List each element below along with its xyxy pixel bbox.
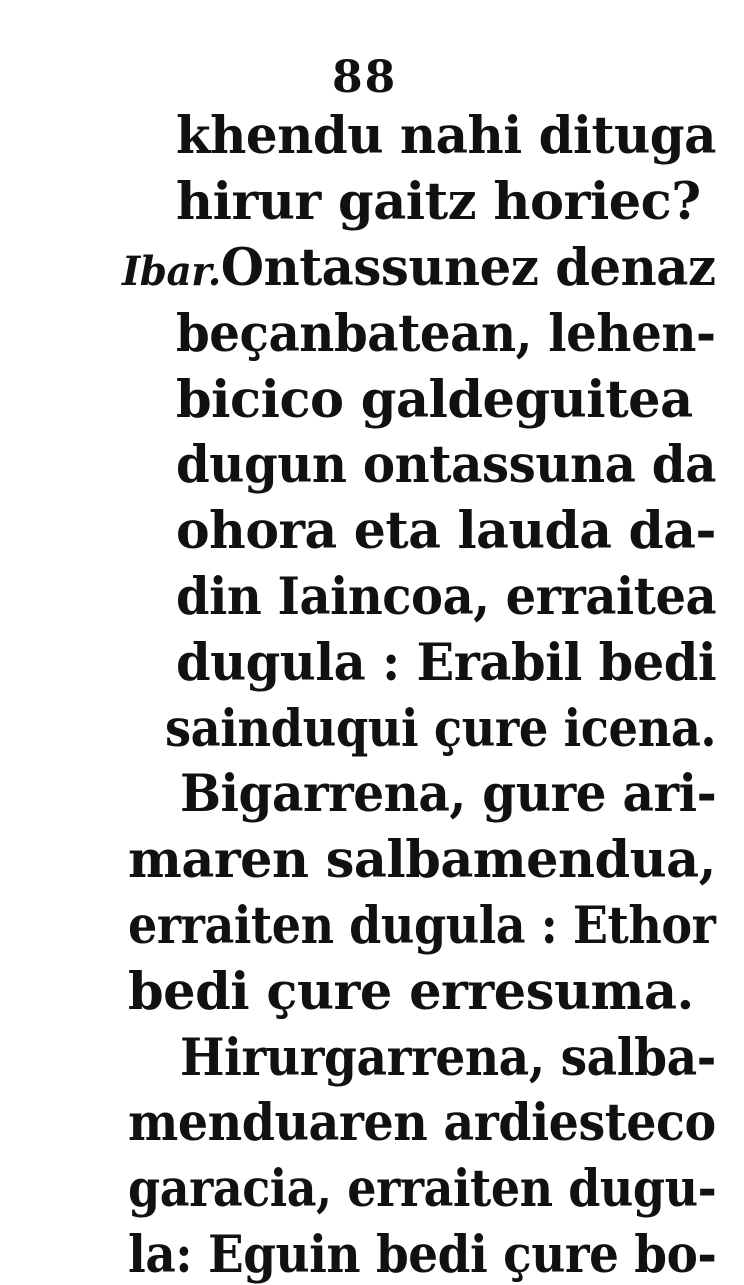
text-line: bicico galdeguitea bbox=[176, 370, 693, 430]
text-line: maren salbamendua, bbox=[128, 830, 716, 890]
text-line: hirur gaitz horiec? bbox=[176, 172, 701, 232]
text-line-content: Ontassunez denaz bbox=[220, 238, 716, 298]
text-line: Hirurgarrena, salba- bbox=[180, 1028, 716, 1088]
text-line: Bigarrena, gure ari- bbox=[180, 764, 717, 824]
text-line: sainduqui çure icena. bbox=[165, 699, 717, 759]
text-line: la: Eguin bedi çure bo- bbox=[128, 1225, 717, 1285]
text-line: dugula : Erabil bedi bbox=[176, 633, 717, 693]
text-line: bedi çure erresuma. bbox=[128, 962, 694, 1022]
text-line bbox=[122, 238, 716, 298]
text-line: garacia, erraiten dugu- bbox=[128, 1159, 717, 1219]
text-line: beçanbatean, lehen- bbox=[176, 304, 716, 364]
page-number: 88 bbox=[332, 52, 398, 103]
text-line: ohora eta lauda da- bbox=[176, 501, 716, 561]
speaker-label: Ibar. bbox=[122, 248, 221, 295]
text-line: erraiten dugula : Ethor bbox=[128, 896, 716, 956]
text-line: menduaren ardiesteco bbox=[128, 1093, 716, 1153]
text-line: din Iaincoa, erraitea bbox=[176, 567, 717, 627]
text-line: khendu nahi dituga bbox=[176, 106, 717, 166]
text-line: dugun ontassuna da bbox=[176, 435, 716, 495]
